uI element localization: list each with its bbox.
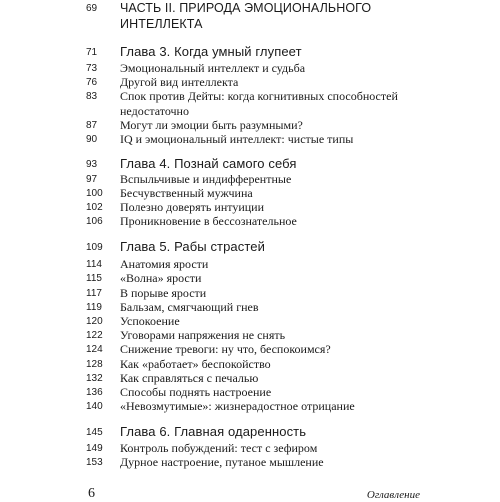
toc-page-number: 83 [86, 91, 98, 102]
toc-title-line: Способы поднять настроение [120, 385, 272, 399]
toc-page-number: 145 [86, 427, 103, 438]
toc-title [120, 424, 306, 439]
toc-page-number: 97 [86, 174, 98, 185]
page-number: 6 [88, 486, 95, 501]
toc-title-line: Эмоциональный интеллект и судьба [120, 61, 306, 75]
toc-title-line: Бесчувственный мужчина [120, 186, 253, 200]
toc-title [120, 385, 271, 400]
toc-title [120, 286, 206, 301]
toc-page-number: 87 [86, 120, 98, 131]
toc-title [120, 300, 259, 315]
toc-title-line: Полезно доверять интуиции [120, 200, 265, 214]
toc-title [120, 186, 253, 201]
toc-title [120, 257, 208, 272]
toc-page-number: 102 [86, 202, 103, 213]
toc-page-number: 149 [86, 443, 103, 454]
toc-title [120, 214, 297, 229]
toc-title [120, 357, 271, 372]
toc-page-number: 69 [86, 3, 98, 14]
toc-title [120, 455, 324, 470]
toc-title-line: Проникновение в бессознательное [120, 214, 297, 228]
toc-title-line: Спок против Дейты: когда когнитивных способностей [120, 89, 398, 103]
toc-title [120, 118, 303, 133]
toc-title-line: Контроль побуждений: тест с зефиром [120, 441, 318, 455]
toc-title [120, 0, 371, 32]
toc-page-number: 153 [86, 457, 103, 468]
toc-page-number: 122 [86, 330, 103, 341]
toc-title [120, 132, 353, 147]
toc-title [120, 239, 265, 254]
toc-page-number: 132 [86, 373, 103, 384]
toc-title [120, 399, 355, 414]
toc-page-number: 115 [86, 273, 102, 284]
toc-title [120, 441, 317, 456]
toc-page-number: 140 [86, 401, 103, 412]
toc-title-line: «Невозмутимые»: жизнерадостное отрицание [120, 399, 355, 413]
toc-title-line: Анатомия ярости [120, 257, 209, 271]
toc-title-line: недостаточно [120, 104, 189, 118]
toc-title [120, 200, 264, 215]
toc-title [120, 156, 297, 171]
toc-title-line: ЧАСТЬ II. ПРИРОДА ЭМОЦИОНАЛЬНОГО [120, 1, 372, 15]
toc-title-line: Могут ли эмоции быть разумными? [120, 118, 303, 132]
toc-page-number: 90 [86, 134, 98, 145]
toc-title [120, 371, 258, 386]
toc-page-number: 76 [86, 77, 98, 88]
toc-page-number: 128 [86, 359, 103, 370]
running-title: Оглавление [366, 489, 420, 501]
toc-title-line: «Волна» ярости [120, 271, 202, 285]
toc-page-number: 93 [86, 159, 98, 170]
toc-title-line: Дурное настроение, путаное мышление [120, 455, 324, 469]
toc-title-line: Снижение тревоги: ну что, беспокоимся? [120, 342, 331, 356]
toc-title-line: Глава 6. Главная одаренность [120, 424, 307, 439]
toc-title-line: Успокоение [120, 314, 180, 328]
toc-title-line: Как «работает» беспокойство [120, 357, 271, 371]
toc-page-number: 106 [86, 216, 103, 227]
toc-title-line: Бальзам, смягчающий гнев [120, 300, 259, 314]
toc-title-line: Уговорами напряжения не снять [120, 328, 286, 342]
toc-title-line: Другой вид интеллекта [120, 75, 239, 89]
toc-title [120, 271, 201, 286]
toc-page-number: 120 [86, 316, 103, 327]
toc-title [120, 89, 398, 119]
toc-page-number: 114 [86, 259, 102, 270]
toc-title [120, 44, 302, 59]
toc-title [120, 75, 238, 90]
toc-page-number: 124 [86, 344, 103, 355]
toc-page-number: 119 [86, 302, 102, 313]
toc-title-line: Глава 4. Познай самого себя [120, 156, 297, 171]
toc-title [120, 61, 305, 76]
toc-page-number: 73 [86, 63, 98, 74]
toc-title [120, 328, 285, 343]
toc-title [120, 314, 180, 329]
toc-page-number: 71 [86, 47, 98, 58]
toc-page-number: 117 [86, 288, 102, 299]
toc-title-line: IQ и эмоциональный интеллект: чистые типы [120, 132, 354, 146]
toc-page-number: 136 [86, 387, 103, 398]
toc-title-line: Вспыльчивые и индифферентные [120, 172, 292, 186]
toc-title-line: Глава 5. Рабы страстей [120, 239, 265, 254]
toc-title [120, 172, 291, 187]
toc-page-number: 109 [86, 242, 103, 253]
toc-title-line: В порыве ярости [120, 286, 207, 300]
toc-title-line: ИНТЕЛЛЕКТА [120, 17, 203, 31]
toc-title-line: Как справляться с печалью [120, 371, 259, 385]
toc-title-line: Глава 3. Когда умный глупеет [120, 44, 302, 59]
toc-title [120, 342, 331, 357]
toc-page-number: 100 [86, 188, 103, 199]
